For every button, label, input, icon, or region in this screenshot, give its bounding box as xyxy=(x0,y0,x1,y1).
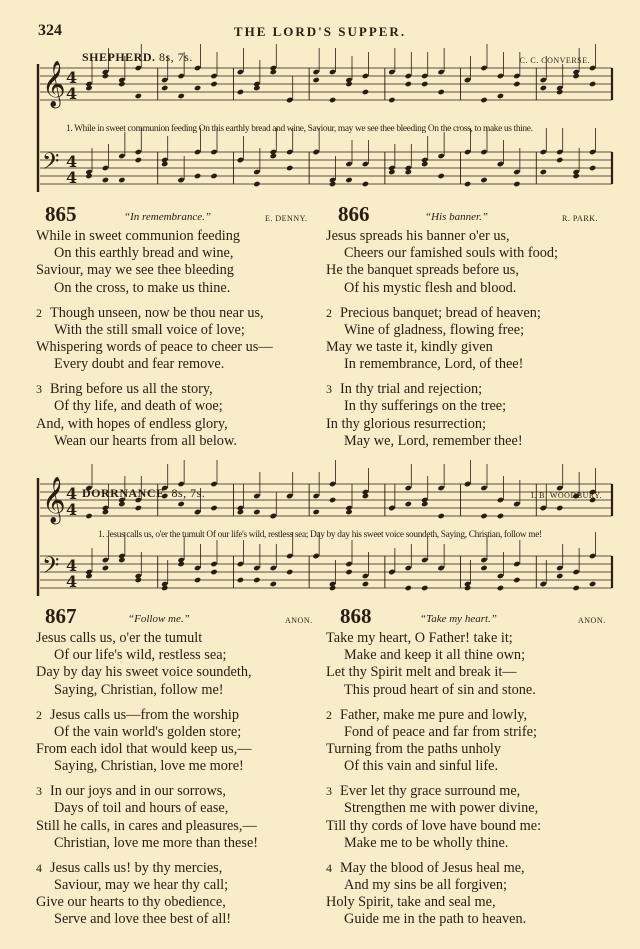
verse-line: In thy trial and rejection; xyxy=(340,381,483,398)
verse-line: Holy Spirit, take and seal me, xyxy=(326,894,496,911)
treble-clef: 𝄞 xyxy=(42,476,66,523)
note-head xyxy=(464,149,471,155)
note-head xyxy=(556,565,563,571)
note-head xyxy=(464,585,471,591)
verse-line: Take my heart, O Father! take it; xyxy=(326,630,513,646)
verse-line: Every doubt and fear remove. xyxy=(54,356,225,373)
note-head xyxy=(405,165,412,171)
note-head xyxy=(572,169,579,175)
tune-name: SHEPHERD. xyxy=(82,50,156,64)
note-head xyxy=(85,513,92,519)
stanza-number: 4 xyxy=(36,860,42,875)
note-head xyxy=(210,73,217,79)
note-head xyxy=(194,85,201,91)
note-head xyxy=(210,149,217,155)
note-head xyxy=(312,77,319,83)
note-head xyxy=(464,77,471,83)
note-head xyxy=(270,513,277,519)
stanza xyxy=(36,305,273,374)
stanza xyxy=(36,381,273,450)
note-head xyxy=(362,181,369,187)
note-head xyxy=(480,485,487,491)
note-head xyxy=(421,557,428,563)
note-head xyxy=(480,177,487,183)
tune-meter: 8s, 7s. xyxy=(159,50,193,64)
lyric-underlay: 1. Jesus calls us, o'er the tumult Of our life's wild, restless sea; Day by day his sweet voice soundeth, Saying, Christian, follow me! xyxy=(98,530,542,540)
note-head xyxy=(345,81,352,87)
note-head xyxy=(194,65,201,71)
note-head xyxy=(405,81,412,87)
stanza-number: 2 xyxy=(36,305,42,320)
note-head xyxy=(345,177,352,183)
verse-line: Days of toil and hours of ease, xyxy=(54,800,229,817)
verse-line: Ever let thy grace surround me, xyxy=(340,783,521,800)
note-head xyxy=(345,561,352,567)
tune-title-shepherd xyxy=(82,50,193,65)
verse-line: This proud heart of sin and stone. xyxy=(344,681,536,698)
verse-line: Jesus calls us! by thy mercies, xyxy=(50,859,223,876)
note-head xyxy=(513,81,520,87)
verse-line: Of thy life, and death of woe; xyxy=(54,398,223,415)
stanza xyxy=(36,228,273,297)
note-head xyxy=(497,497,504,503)
note-head xyxy=(135,573,142,579)
note-head xyxy=(161,157,168,163)
hymn-title: “His banner.” xyxy=(425,211,488,223)
note-head xyxy=(135,149,142,155)
verse-line: Wean our hearts from all below. xyxy=(54,432,237,449)
verse-line: In our joys and in our sorrows, xyxy=(50,783,226,800)
verse-line: Cheers our famished souls with food; xyxy=(344,245,559,262)
note-head xyxy=(286,493,293,499)
note-head xyxy=(85,573,92,579)
note-head xyxy=(329,97,336,103)
hymn-author: E. DENNY. xyxy=(265,214,308,223)
stanza-number: 4 xyxy=(326,860,332,875)
verse-line: Bring before us all the story, xyxy=(50,381,213,398)
note-head xyxy=(177,73,184,79)
verse-line: May we taste it, kindly given xyxy=(326,339,493,356)
stanza xyxy=(36,630,258,699)
time-signature: 4 xyxy=(66,484,78,504)
hymn-verses xyxy=(36,228,273,458)
note-head xyxy=(437,153,444,159)
note-head xyxy=(540,149,547,155)
note-head xyxy=(286,165,293,171)
note-head xyxy=(540,169,547,175)
stanza-number: 3 xyxy=(36,382,42,397)
note-head xyxy=(437,173,444,179)
stanza-number: 3 xyxy=(326,382,332,397)
stanza-number: 2 xyxy=(326,707,332,722)
note-head xyxy=(405,585,412,591)
note-head xyxy=(135,65,142,71)
note-head xyxy=(253,81,260,87)
note-head xyxy=(556,85,563,91)
verse-line: Serve and love thee best of all! xyxy=(54,911,232,928)
verse-line: Saying, Christian, love me more! xyxy=(54,758,244,775)
note-head xyxy=(513,181,520,187)
note-head xyxy=(329,481,336,487)
note-head xyxy=(102,557,109,563)
note-head xyxy=(270,153,277,159)
tune-meter: 8s, 7s. xyxy=(171,486,206,500)
time-signature: 4 xyxy=(66,152,78,172)
verse-line: Day by day his sweet voice soundeth, xyxy=(36,664,252,681)
note-head xyxy=(270,65,277,71)
time-signature: 4 xyxy=(66,168,78,188)
note-head xyxy=(102,565,109,571)
note-head xyxy=(437,69,444,75)
note-head xyxy=(237,561,244,567)
note-head xyxy=(177,557,184,563)
hymn-author: R. PARK. xyxy=(562,214,598,223)
hymn-number: 865 xyxy=(45,202,77,226)
note-head xyxy=(513,169,520,175)
note-head xyxy=(312,149,319,155)
note-head xyxy=(421,81,428,87)
note-head xyxy=(513,73,520,79)
verse-line: May we, Lord, remember thee! xyxy=(344,432,523,449)
note-head xyxy=(540,77,547,83)
note-head xyxy=(497,573,504,579)
note-head xyxy=(513,561,520,567)
verse-line: May the blood of Jesus heal me, xyxy=(340,859,525,876)
verse-line: Turning from the paths unholy xyxy=(326,741,502,758)
verse-line: Saviour, may we hear thy call; xyxy=(54,877,229,894)
note-head xyxy=(194,577,201,583)
verse-line: Wine of gladness, flowing free; xyxy=(344,321,525,338)
note-head xyxy=(312,493,319,499)
page-number: 324 xyxy=(38,22,62,39)
note-head xyxy=(85,169,92,175)
note-head xyxy=(437,513,444,519)
note-head xyxy=(421,501,428,507)
note-head xyxy=(480,65,487,71)
hymn-author: ANON. xyxy=(285,616,313,625)
note-head xyxy=(388,97,395,103)
note-head xyxy=(177,177,184,183)
tune-title-dorrnance xyxy=(82,486,205,501)
verse-line: Till thy cords of love have bound me: xyxy=(326,817,542,834)
note-head xyxy=(464,481,471,487)
time-signature: 4 xyxy=(66,556,78,576)
note-head xyxy=(210,173,217,179)
verse-line: From each idol that would keep us,— xyxy=(36,741,252,758)
verse-line: Make me to be wholly thine. xyxy=(344,834,509,851)
time-signature: 4 xyxy=(66,500,78,520)
verse-line: Christian, love me more than these! xyxy=(54,834,259,851)
hymn-title: “In remembrance.” xyxy=(124,211,211,223)
note-head xyxy=(405,501,412,507)
note-head xyxy=(362,573,369,579)
note-head xyxy=(345,509,352,515)
note-head xyxy=(589,581,596,587)
note-head xyxy=(286,569,293,575)
verse-line: He the banquet spreads before us, xyxy=(326,262,519,279)
time-signature: 4 xyxy=(66,572,78,592)
note-head xyxy=(312,69,319,75)
note-head xyxy=(540,85,547,91)
note-head xyxy=(177,93,184,99)
note-head xyxy=(437,89,444,95)
note-head xyxy=(102,165,109,171)
stanza xyxy=(326,860,541,929)
stanza xyxy=(326,381,558,450)
note-head xyxy=(161,77,168,83)
verse-line: Of the vain world's golden store; xyxy=(54,723,242,740)
note-head xyxy=(480,557,487,563)
stanza xyxy=(326,707,541,776)
note-head xyxy=(270,581,277,587)
treble-clef: 𝄞 xyxy=(42,60,66,107)
note-head xyxy=(210,505,217,511)
note-head xyxy=(556,149,563,155)
note-head xyxy=(572,569,579,575)
note-head xyxy=(118,153,125,159)
note-head xyxy=(135,505,142,511)
verse-line: Though unseen, now be thou near us, xyxy=(50,304,264,321)
hymn-number: 868 xyxy=(340,604,372,628)
note-head xyxy=(480,513,487,519)
tune-composer: C. C. CONVERSE. xyxy=(519,56,590,65)
note-head xyxy=(286,149,293,155)
verse-line: Saviour, may we see thee bleeding xyxy=(36,262,234,279)
note-head xyxy=(497,513,504,519)
verse-line: Saying, Christian, follow me! xyxy=(54,681,224,698)
note-head xyxy=(362,581,369,587)
note-head xyxy=(161,585,168,591)
note-head xyxy=(388,169,395,175)
hymn-author: ANON. xyxy=(578,616,606,625)
note-head xyxy=(421,585,428,591)
verse-line: With the still small voice of love; xyxy=(54,321,245,338)
stanza xyxy=(36,707,258,776)
note-head xyxy=(237,69,244,75)
running-head: THE LORD'S SUPPER. xyxy=(233,24,407,39)
note-head xyxy=(270,565,277,571)
note-head xyxy=(253,169,260,175)
note-head xyxy=(312,509,319,515)
note-head xyxy=(480,97,487,103)
verse-line: Father, make me pure and lowly, xyxy=(340,706,528,723)
stanza-number: 3 xyxy=(326,784,332,799)
note-head xyxy=(194,149,201,155)
stanza xyxy=(326,305,558,374)
note-head xyxy=(194,173,201,179)
note-head xyxy=(102,505,109,511)
note-head xyxy=(329,69,336,75)
verse-line: On the cross, to make us thine. xyxy=(54,279,231,296)
note-head xyxy=(589,81,596,87)
note-head xyxy=(589,165,596,171)
note-head xyxy=(194,509,201,515)
note-head xyxy=(388,69,395,75)
hymn-verses xyxy=(36,630,258,936)
time-signature: 4 xyxy=(66,68,78,88)
note-head xyxy=(437,565,444,571)
note-head xyxy=(177,501,184,507)
note-head xyxy=(253,509,260,515)
verse-line: On this earthly bread and wine, xyxy=(54,245,234,262)
stanza-number: 2 xyxy=(326,305,332,320)
stanza xyxy=(36,860,258,929)
note-head xyxy=(118,81,125,87)
time-signature: 4 xyxy=(66,84,78,104)
hymn-verses xyxy=(326,630,541,936)
note-head xyxy=(253,493,260,499)
verse-line: And, with hopes of endless glory, xyxy=(36,415,228,432)
verse-line: Of his mystic flesh and blood. xyxy=(344,279,517,296)
note-head xyxy=(102,73,109,79)
note-head xyxy=(237,89,244,95)
note-head xyxy=(237,157,244,163)
note-head xyxy=(118,177,125,183)
stanza xyxy=(326,630,541,699)
note-head xyxy=(194,565,201,571)
note-head xyxy=(102,177,109,183)
note-head xyxy=(480,565,487,571)
note-head xyxy=(237,509,244,515)
note-head xyxy=(135,157,142,163)
note-head xyxy=(85,85,92,91)
note-head xyxy=(388,505,395,511)
verse-line: Precious banquet; bread of heaven; xyxy=(340,304,541,321)
stanza xyxy=(36,783,258,852)
note-head xyxy=(540,581,547,587)
verse-line: Jesus spreads his banner o'er us, xyxy=(326,228,510,244)
bass-clef: 𝄢 xyxy=(42,148,60,180)
note-head xyxy=(329,585,336,591)
note-head xyxy=(210,481,217,487)
verse-line: Of our life's wild, restless sea; xyxy=(54,647,227,664)
lyric-underlay: 1. While in sweet communion feeding On this earthly bread and wine, Saviour, may we see thee bleeding On the cross, to make us thine. xyxy=(66,124,533,134)
stanza xyxy=(326,228,558,297)
note-head xyxy=(312,553,319,559)
note-head xyxy=(497,93,504,99)
hymn-number: 867 xyxy=(45,604,77,628)
note-head xyxy=(329,177,336,183)
note-head xyxy=(405,73,412,79)
stanza xyxy=(326,783,541,852)
note-head xyxy=(253,577,260,583)
note-head xyxy=(253,181,260,187)
note-head xyxy=(362,73,369,79)
note-head xyxy=(210,561,217,567)
hymn-title: “Take my heart.” xyxy=(420,613,497,625)
note-head xyxy=(556,573,563,579)
note-head xyxy=(345,569,352,575)
verse-line: And my sins be all forgiven; xyxy=(344,877,507,894)
note-head xyxy=(572,585,579,591)
note-head xyxy=(540,505,547,511)
note-head xyxy=(589,553,596,559)
note-head xyxy=(513,501,520,507)
hymn-verses xyxy=(326,228,558,458)
note-head xyxy=(437,485,444,491)
tune-composer: I. B. WOODBURY. xyxy=(531,491,602,500)
verse-line: Give our hearts to thy obedience, xyxy=(36,894,226,911)
note-head xyxy=(161,85,168,91)
note-head xyxy=(556,505,563,511)
verse-line: Strengthen me with power divine, xyxy=(344,800,539,817)
verse-line: Fond of peace and far from strife; xyxy=(344,723,537,740)
verse-line: Of this vain and sinful life. xyxy=(344,758,499,775)
tune-name: DORRNANCE. xyxy=(82,486,168,500)
verse-line: In thy glorious resurrection; xyxy=(326,415,487,432)
note-head xyxy=(572,73,579,79)
note-head xyxy=(556,157,563,163)
verse-line: Jesus calls us, o'er the tumult xyxy=(36,630,203,646)
verse-line: Still he calls, in cares and pleasures,— xyxy=(36,817,257,834)
note-head xyxy=(345,161,352,167)
note-head xyxy=(405,485,412,491)
note-head xyxy=(237,577,244,583)
stanza-number: 2 xyxy=(36,707,42,722)
note-head xyxy=(388,569,395,575)
note-head xyxy=(286,97,293,103)
stanza-number: 3 xyxy=(36,784,42,799)
note-head xyxy=(210,81,217,87)
verse-line: Jesus calls us—from the worship xyxy=(50,706,240,723)
note-head xyxy=(421,73,428,79)
note-head xyxy=(497,161,504,167)
note-head xyxy=(497,585,504,591)
note-head xyxy=(329,497,336,503)
note-head xyxy=(286,553,293,559)
note-head xyxy=(421,157,428,163)
verse-line: In thy sufferings on the tree; xyxy=(344,398,507,415)
hymn-number: 866 xyxy=(338,202,370,226)
note-head xyxy=(210,569,217,575)
note-head xyxy=(362,489,369,495)
note-head xyxy=(405,565,412,571)
note-head xyxy=(362,89,369,95)
verse-line: While in sweet communion feeding xyxy=(36,228,241,244)
bass-clef: 𝄢 xyxy=(42,552,60,584)
note-head xyxy=(480,149,487,155)
note-head xyxy=(362,161,369,167)
verse-line: Guide me in the path to heaven. xyxy=(344,911,527,928)
verse-line: Whispering words of peace to cheer us— xyxy=(36,339,273,356)
note-head xyxy=(589,65,596,71)
verse-line: Let thy Spirit melt and break it— xyxy=(326,664,517,681)
note-head xyxy=(513,577,520,583)
note-head xyxy=(118,553,125,559)
verse-line: In remembrance, Lord, of thee! xyxy=(344,356,524,373)
note-head xyxy=(589,149,596,155)
note-head xyxy=(135,93,142,99)
note-head xyxy=(253,565,260,571)
verse-line: Make and keep it all thine own; xyxy=(344,647,526,664)
hymn-title: “Follow me.” xyxy=(128,613,190,625)
note-head xyxy=(464,181,471,187)
note-head xyxy=(497,73,504,79)
